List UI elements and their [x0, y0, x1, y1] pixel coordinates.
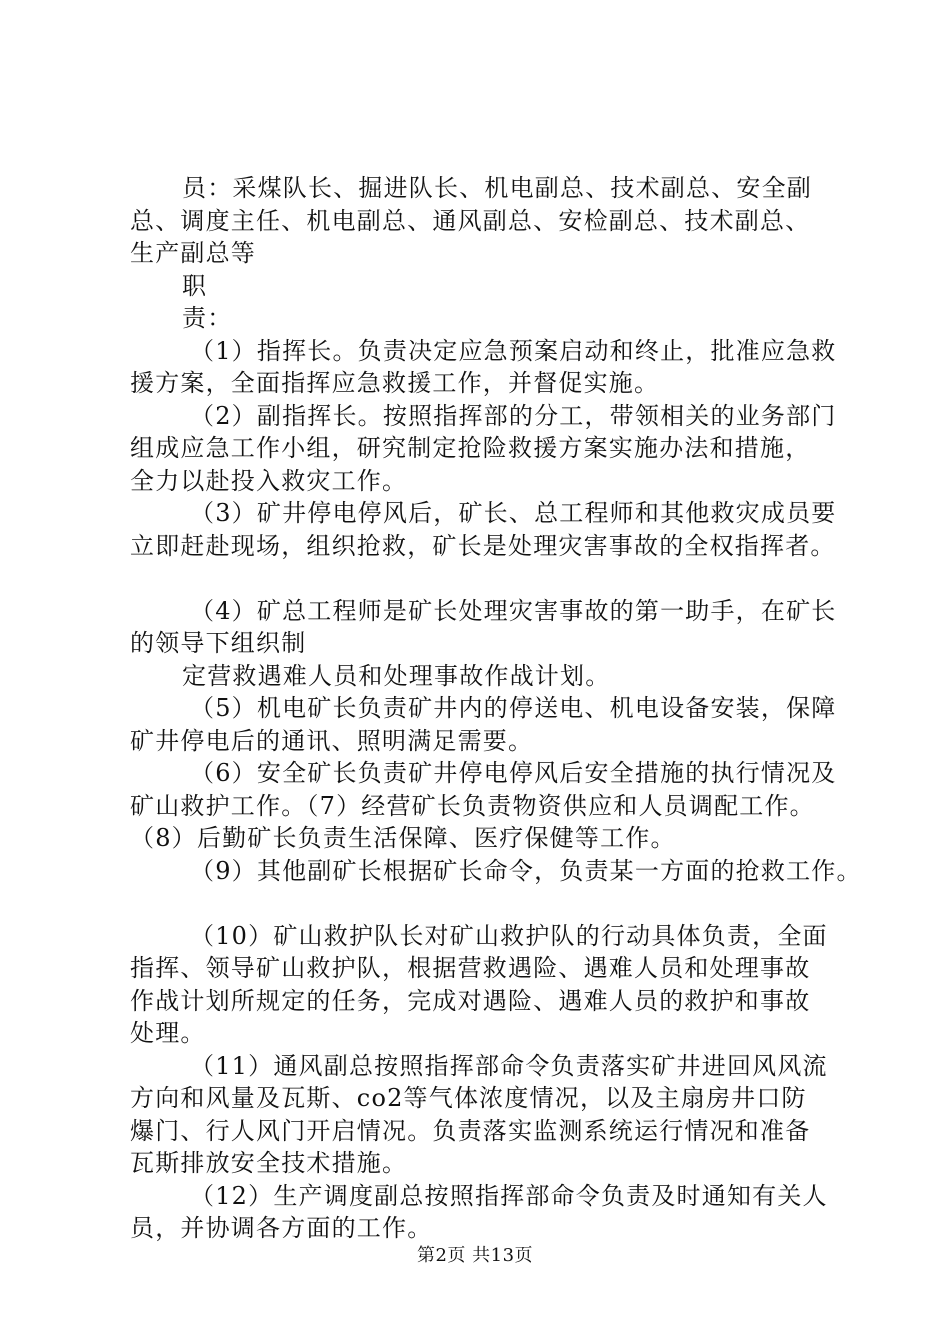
- text-line: （9）其他副矿长根据矿长命令，负责某一方面的抢救工作。: [190, 856, 862, 885]
- text-line: （11）通风副总按照指挥部命令负责落实矿井进回风风流: [190, 1051, 828, 1080]
- text-line: （5）机电矿长负责矿井内的停送电、机电设备安装，保障: [190, 694, 837, 722]
- text-line: 责：: [182, 304, 233, 332]
- text-line: 援方案，全面指挥应急救援工作，并督促实施。: [130, 369, 660, 397]
- text-line: 的领导下组织制: [130, 629, 307, 657]
- text-line: 爆门、行人风门开启情况。负责落实监测系统运行情况和准备: [130, 1116, 811, 1145]
- text-line: 员，并协调各方面的工作。: [130, 1214, 433, 1242]
- text-line: 总、调度主任、机电副总、通风副总、安检副总、技术副总、: [130, 206, 811, 235]
- text-line: 定营救遇难人员和处理事故作战计划。: [182, 661, 611, 690]
- text-line: （2）副指挥长。按照指挥部的分工，带领相关的业务部门: [190, 401, 837, 430]
- text-line: 生产副总等: [130, 239, 256, 267]
- text-line: （3）矿井停电停风后，矿长、总工程师和其他救灾成员要: [190, 499, 837, 527]
- document-body: [130, 172, 862, 1245]
- text-line: （6）安全矿长负责矿井停电停风后安全措施的执行情况及: [190, 759, 837, 787]
- text-line: 处理。: [130, 1019, 206, 1047]
- text-line: （4）矿总工程师是矿长处理灾害事故的第一助手，在矿长: [190, 596, 837, 625]
- text-line: 方向和风量及瓦斯、co2等气体浓度情况，以及主扇房井口防: [130, 1084, 807, 1112]
- text-line: （1）指挥长。负责决定应急预案启动和终止，批准应急救: [190, 336, 837, 365]
- page-number-footer: 第2页 共13页: [416, 1245, 534, 1266]
- text-line: 组成应急工作小组，研究制定抢险救援方案实施办法和措施，: [130, 434, 811, 462]
- text-line: 瓦斯排放安全技术措施。: [130, 1149, 408, 1177]
- text-line: 职: [182, 271, 208, 300]
- blank-line: [130, 562, 840, 595]
- text-line: 矿山救护工作。（7）经营矿长负责物资供应和人员调配工作。: [130, 791, 815, 820]
- text-line: （10）矿山救护队长对矿山救护队的行动具体负责，全面: [190, 921, 828, 950]
- text-line: 矿井停电后的通讯、照明满足需要。: [130, 726, 534, 755]
- text-line: （8）后勤矿长负责生活保障、医疗保健等工作。: [130, 824, 676, 852]
- text-line: 指挥、领导矿山救护队，根据营救遇险、遇难人员和处理事故: [130, 954, 811, 982]
- text-line: 员：采煤队长、掘进队长、机电副总、技术副总、安全副: [182, 174, 812, 202]
- blank-line: [130, 887, 840, 920]
- text-line: 立即赶赴现场，组织抢救，矿长是处理灾害事故的全权指挥者。: [130, 531, 836, 560]
- text-line: 作战计划所规定的任务，完成对遇险、遇难人员的救护和事故: [130, 986, 811, 1015]
- text-line: 全力以赴投入救灾工作。: [130, 466, 408, 495]
- text-line: （12）生产调度副总按照指挥部命令负责及时通知有关人: [190, 1181, 828, 1210]
